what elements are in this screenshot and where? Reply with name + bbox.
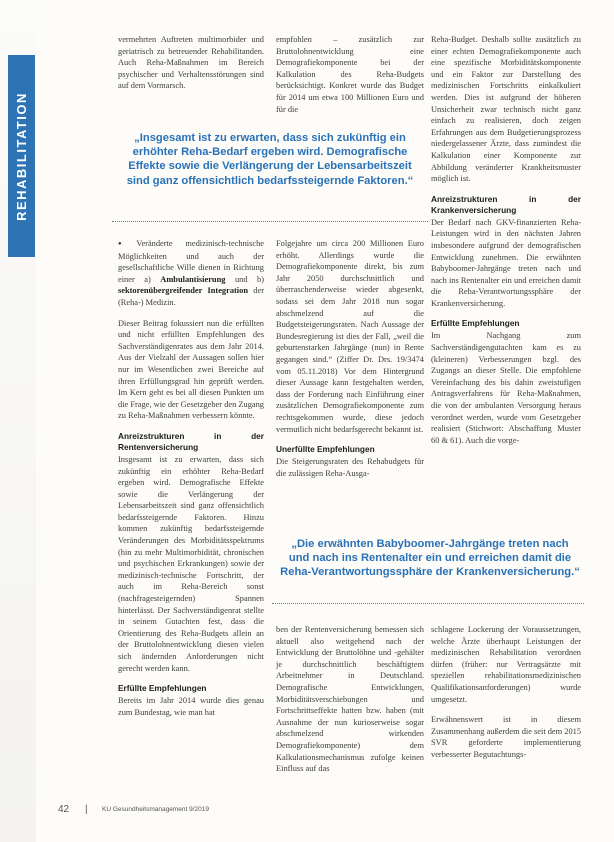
paragraph: Bereits im Jahr 2014 wurde dies genau zum Bundestag, wie man hat	[118, 696, 264, 717]
column-1-body	[118, 238, 264, 718]
paragraph: ben der Rentenversicherung bemessen sich aktuell also weitgehend nach der Entwicklung der Bruttolöhne und -gehälter je durchschnittlich beschäftigtem Arbeitnehmer in Deutschland. Demografische Entwicklungen, Morbiditätsverschiebungen und Fortschrittseffekte hatten bzw. haben (mit Ausnahme der nun kurioserweise sogar abschmelzend wirkenden Demografiekomponente) dem Kalkulationsmechanismus zufolge keinen Einfluss auf das	[276, 625, 424, 774]
column-3	[431, 34, 581, 446]
paragraph: Folgejahre um circa 200 Millionen Euro erhöht. Allerdings wurde die Demografiekomponente direkt, bis zum Jahr 2050 durchschnittlich und überraschenderweise wieder abgesenkt, sodass sei dem Jahr 2018 nun sogar abschmelzend auf die Budgetsteigerungsraten. Nach Aussage der Bundesregierung ist dies der Fall, „weil die geburtenstarken Jahrgänge (nun) in Rente gegangen sind.“ (Ziffer Dr. Drs. 19/3474 vom 05.11.2018) Vor dem Hintergrund dieser Aussage kann festgehalten werden, dass der Forderung nach Einführung einer zusätzlichen Demografiekomponente zum rechtsgekommen wurde, diese jedoch vermutlich nicht bedarfsgerecht bekannt ist.	[276, 239, 424, 434]
bullet-paragraph: ● Veränderte medizinisch-technische Möglichkeiten und auch der gesellschaftliche Wille dienen in Richtung einer a) Ambulantisierung und b) sektorenübergreifender Integration der (Reha-) Medizin.	[118, 238, 264, 309]
section-heading: Erfüllte Empfehlungen	[431, 318, 520, 329]
paragraph: Erwähnenswert ist in diesem Zusammenhang außerdem die seit dem 2015 SVR geforderte implementierung verbesserter Begutachtungs-	[431, 715, 582, 759]
paragraph: Der Bedarf nach GKV-finanzierten Reha-Leistungen wird in den nächsten Jahren insbesondere aufgrund der demografischen Entwicklung zunehmen. Die erwähnten Babyboomer-Jahrgänge treten nach und nach ins Rentenalter ein und erreichen damit die Reha-Verantwortungssphäre der Krankenversicherung.	[431, 217, 581, 308]
section-heading: Erfüllte Empfehlungen	[118, 683, 207, 694]
section-tab	[8, 55, 35, 257]
divider	[272, 603, 584, 604]
paragraph: Reha-Budget. Deshalb sollte zusätzlich zu einer echten Demografiekomponente auch eine spezifische Morbiditätskomponente und ein Faktor zur Darstellung des medizinischen Fortschritts einkalkuliert werden. Dies ist aufgrund der höheren Unsicherheit zwar technisch nicht ganz einfach zu realisieren, doch zeigen Erfahrungen aus dem Budgetierungsprozess niedergelassener Ärzte, dass zumindest die Kalkulation einer Komponente zur Abbildung veränderter Krankheitsmuster möglich ist.	[431, 35, 581, 184]
divider	[112, 221, 428, 222]
paragraph: Im Nachgang zum Sachverständigengutachten kam es zu (kleineren) Verbesserungen bzgl. des Zugangs an dieser Stelle. Die empfohlene Vereinfachung des bis dahin zweistufigen Antragsverfahrens für Reha-Maßnahmen, die von der ambulanten Versorgung heraus verordnet werden, wurde vom Gesetzgeber realisiert (Stichwort: Abschaffung Muster 60 & 61). Auch die vorge-	[431, 331, 581, 445]
column-2-middle	[276, 238, 424, 479]
pull-quote: „Die erwähnten Babyboomer-Jahrgänge treten nach und nach ins Rentenalter ein und erreichen damit die Reha-Verantwortungssphäre der Krankenversicherung.“	[280, 538, 580, 579]
sidebar	[0, 0, 36, 842]
section-heading: Anreizstrukturen in der Krankenversicherung	[431, 193, 581, 215]
column-2-lower	[276, 624, 424, 775]
column-3-lower	[431, 624, 581, 761]
paragraph: vermehrten Auftreten multimorbider und geriatrisch zu betreuender Rehabilitanden. Auch Reha-Maßnahmen im Bereich psychischer und Verhaltensstörungen sind auf dem Vormarsch.	[118, 35, 264, 91]
column-1-top	[118, 34, 264, 101]
paragraph: schlagene Lockerung der Voraussetzungen, welche Ärzte überhaupt Leistungen der medizinischen Rehabilitation verordnen dürfen (früher: nur Vertragsärzte mit speziellen rehabilitationsmedizinischen Qualifikationsanforderungen) wurde umgesetzt.	[431, 625, 581, 704]
section-heading: Anreizstrukturen in der Rentenversicherung	[118, 430, 264, 452]
page-footer	[58, 804, 458, 818]
footer-separator: |	[85, 804, 88, 815]
paragraph: Die Steigerungsraten des Rehabudgets für die zulässigen Reha-Ausga-	[276, 457, 424, 478]
paragraph: empfohlen – zusätzlich zur Bruttolohnentwicklung eine Demografiekomponente bei der Kalkulation des Reha-Budgets berücksichtigt. Konkret wurde das Budget für 2014 um etwa 100 Millionen Euro und für die	[276, 35, 424, 114]
page-number: 42	[58, 804, 70, 815]
publication-name: KU Gesundheitsmanagement 9/2019	[102, 806, 209, 813]
pull-quote: „Insgesamt ist zu erwarten, dass sich zukünftig ein erhöhter Reha-Bedarf ergeben wird. Demografische Effekte sowie die Verlängerung der Lebensarbeitszeit sind ganz offensichtlich bedarfssteigernde Faktoren.“	[126, 132, 414, 187]
section-label: REHABILITATION	[14, 91, 29, 221]
column-2-top	[276, 34, 424, 124]
section-heading: Unerfüllte Empfehlungen	[276, 444, 375, 455]
paragraph: Dieser Beitrag fokussiert nun die erfüllten und nicht erfüllten Empfehlungen des Sachverständigenrates aus dem Jahr 2014. Aus der Vielzahl der Aussagen sollen hier nur im Wesentlichen zwei Bereiche auf ihren Erfüllungsgrad hin geprüft werden. Im Kern geht es bei all diesen Punkten um die Frage, wie der Gesetzgeber den Zugang zu Reha-Maßnahmen verbessern könnte.	[118, 318, 264, 421]
paragraph: Insgesamt ist zu erwarten, dass sich zukünftig ein erhöhter Reha-Bedarf ergeben wird. Demografische Effekte sowie die Verlängerung der Lebensarbeitszeit sind ganz offensichtlich bedarfssteigernde Faktoren. Hinzu kommen zukünftig bedarfssteigernde Veränderungen des Morbiditätsspektrums (hin zu mehr Multimorbidität, chronischen und psychischen Erkrankungen) sowie der medizinisch-technische Fortschritt, der auch im Reha-Bereich sonst (nachfragesteigernden) Spannen hinterlässt. Der Sachverständigenrat stellte in seinem Gutachten fest, dass die Orientierung des Reha-Budgets allein an der Bruttolohnentwicklung diesen vielen sich ändernden Anforderungen nicht gerecht werden kann.	[118, 454, 264, 673]
bullet-icon	[118, 239, 136, 248]
